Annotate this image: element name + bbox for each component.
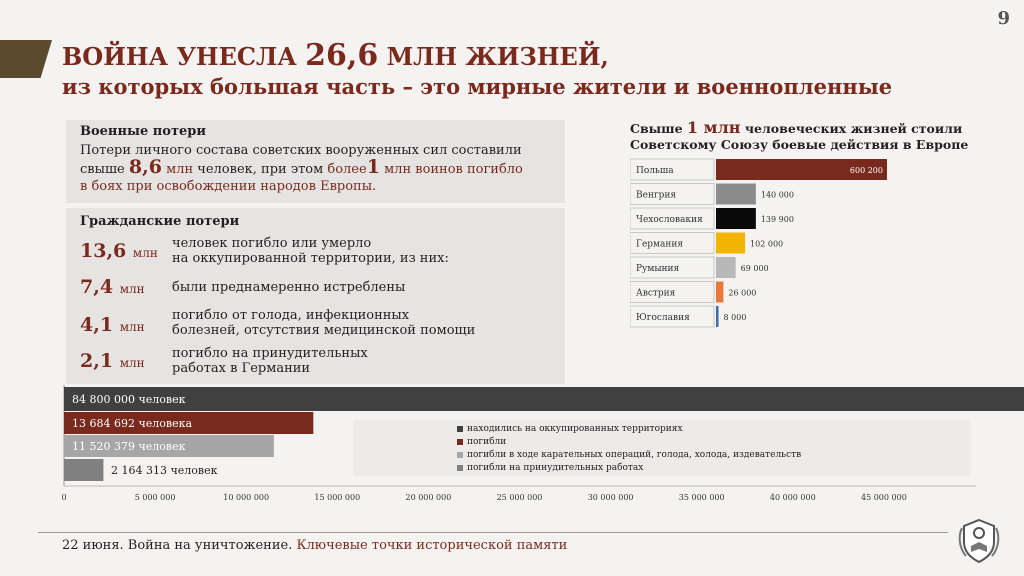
bar <box>716 282 723 303</box>
title-number: 26,6 <box>305 38 379 73</box>
bar-value-label: 102 000 <box>750 239 784 249</box>
footer <box>62 538 567 553</box>
category-label: Венгрия <box>636 190 677 201</box>
title-marker <box>0 40 52 78</box>
bar-value-label: 69 000 <box>740 264 769 273</box>
military-num: 8,6 <box>128 156 162 178</box>
bar <box>716 233 745 254</box>
military-line1: Потери личного состава советских вооруженных сил составили <box>80 143 522 158</box>
x-tick-label: 15 000 000 <box>314 493 361 502</box>
page-subtitle: из которых большая часть – это мирные жители и военнопленные <box>62 74 893 99</box>
bar <box>716 184 756 205</box>
legend-item: находились на оккупированных территориях <box>457 424 683 434</box>
military-hl-pre: более <box>327 162 367 177</box>
x-tick-label: 25 000 000 <box>496 493 543 502</box>
civilian-row <box>80 234 560 270</box>
europe-title-num: 1 млн <box>686 118 741 137</box>
bar <box>64 387 1024 411</box>
military-hl-text: млн воинов погибло <box>384 162 523 177</box>
category-label: Югославия <box>636 313 690 323</box>
page-title <box>62 38 609 73</box>
military-pre-num: свыше <box>80 162 125 177</box>
category-label: Румыния <box>636 264 680 274</box>
civilian-num: 4,1 млн <box>80 314 145 336</box>
military-line2 <box>80 156 558 178</box>
bar <box>716 257 736 278</box>
bar-value-label: 13 684 692 человека <box>72 417 193 430</box>
europe-title-post: человеческих жизней стоили <box>744 121 963 136</box>
civilian-desc: погибло на принудительных работах в Германии <box>172 346 368 376</box>
footer-part1: 22 июня. Война на уничтожение. <box>62 538 293 553</box>
military-hl-num: 1 <box>366 156 380 178</box>
civilian-desc: человек погибло или умерло на оккупированной территории, из них: <box>172 236 449 266</box>
civilian-num: 7,4 млн <box>80 276 145 298</box>
bar-value-label: 139 900 <box>760 215 794 224</box>
bar-value-label: 84 800 000 человек <box>72 393 186 406</box>
category-label: Польша <box>636 166 674 176</box>
bar-value-label: 600 200 <box>849 166 883 175</box>
footer-divider <box>38 532 948 533</box>
legend-item: погибли в ходе карательных операций, голода, холода, издевательств <box>457 450 801 460</box>
military-text <box>80 142 558 195</box>
legend-item: погибли <box>457 437 506 447</box>
x-tick-label: 5 000 000 <box>134 493 176 502</box>
civilian-row <box>80 342 560 378</box>
x-tick-label: 20 000 000 <box>405 493 452 502</box>
europe-bar-chart <box>630 158 930 328</box>
title-suffix: МЛН ЖИЗНЕЙ, <box>386 42 609 71</box>
x-tick-label: 40 000 000 <box>769 493 816 502</box>
title-prefix: ВОЙНА УНЕСЛА <box>62 42 297 71</box>
category-label: Германия <box>636 239 684 250</box>
emblem-icon <box>954 516 1004 566</box>
bar-value-label: 2 164 313 человек <box>111 464 218 477</box>
x-tick-label: 30 000 000 <box>587 493 634 502</box>
x-tick-label: 45 000 000 <box>860 493 907 502</box>
x-tick-label: 0 <box>61 493 67 502</box>
bar-value-label: 26 000 <box>728 288 757 298</box>
civilian-losses-panel <box>66 208 565 384</box>
civilian-num: 2,1 млн <box>80 350 145 372</box>
civilian-heading: Гражданские потери <box>80 214 240 229</box>
civilian-row <box>80 304 560 340</box>
page-number: 9 <box>997 8 1010 29</box>
military-mid-text: человек, при этом <box>197 162 324 177</box>
bar <box>716 208 756 229</box>
military-heading: Военные потери <box>80 124 207 139</box>
civilian-desc: были преднамеренно истреблены <box>172 280 406 295</box>
category-label: Чехословакия <box>636 215 703 225</box>
x-tick-label: 35 000 000 <box>678 493 725 502</box>
bar-value-label: 11 520 379 человек <box>72 440 186 453</box>
category-label: Австрия <box>636 288 676 299</box>
europe-chart-title <box>630 120 970 153</box>
europe-title-pre: Свыше <box>630 121 683 136</box>
bar <box>64 459 103 481</box>
civilian-desc: погибло от голода, инфекционных болезней, отсутствия медицинской помощи <box>172 308 476 338</box>
military-losses-panel <box>66 120 565 203</box>
bar-value-label: 140 000 <box>760 190 794 200</box>
europe-title-line2: Советскому Союзу боевые действия в Европе <box>630 137 969 152</box>
bar-value-label: 8 000 <box>723 313 747 322</box>
footer-part2: Ключевые точки исторической памяти <box>296 538 568 553</box>
civilian-num: 13,6 млн <box>80 240 158 262</box>
occupied-territories-bar-chart <box>0 383 1024 513</box>
military-line3: в боях при освобождении народов Европы. <box>80 179 377 194</box>
x-tick-label: 10 000 000 <box>223 493 270 502</box>
bar <box>716 306 719 327</box>
legend-item: погибли на принудительных работах <box>457 463 643 473</box>
military-unit: млн <box>166 162 194 177</box>
